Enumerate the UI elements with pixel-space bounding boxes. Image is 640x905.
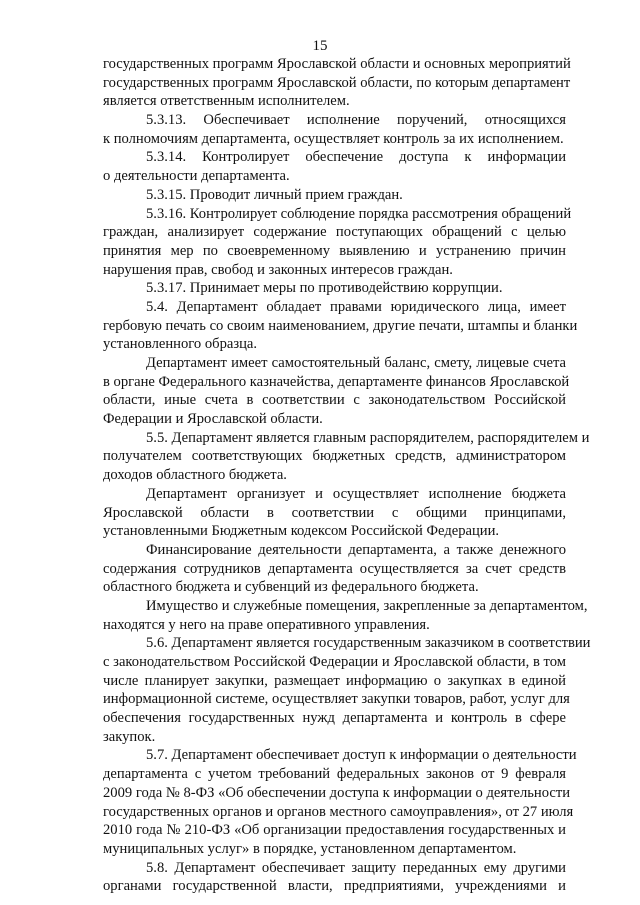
- text-line: принятия мер по своевременному выявлению и устранению причин: [103, 242, 566, 259]
- text-line: Департамент имеет самостоятельный баланс, смету, лицевые счета: [146, 355, 566, 371]
- text-line: получателем соответствующих бюджетных средств, администратором: [103, 448, 566, 465]
- text-line: закупок.: [103, 728, 156, 745]
- text-line: 5.6. Департамент является государственным заказчиком в соответствии: [146, 635, 591, 652]
- text-line: в органе Федерального казначейства, департаменте финансов Ярославской: [103, 373, 570, 390]
- text-line: департамента с учетом требований федеральных законов от 9 февраля: [103, 766, 566, 783]
- text-line: Финансирование деятельности департамента, а также денежного: [146, 541, 566, 558]
- text-line: Департамент организует и осуществляет исполнение бюджета: [146, 485, 566, 502]
- text-line: 5.7. Департамент обеспечивает доступ к информации о деятельности: [146, 747, 577, 764]
- text-line: государственных программ Ярославской области, по которым департамент: [103, 74, 571, 91]
- page-number: 15: [312, 38, 328, 54]
- text-line: 5.3.14. Контролирует обеспечение доступа к информации: [146, 149, 566, 166]
- text-line: 5.4. Департамент обладает правами юридического лица, имеет: [146, 298, 566, 315]
- text-line: 5.8. Департамент обеспечивает защиту переданных ему другими: [146, 859, 566, 876]
- text-line: 5.3.15. Проводит личный прием граждан.: [146, 186, 403, 203]
- text-line: доходов областного бюджета.: [103, 467, 287, 484]
- text-line: государственных органов и органов местного самоуправления», от 27 июля: [103, 803, 574, 820]
- text-line: государственных программ Ярославской области и основных мероприятий: [103, 56, 571, 72]
- text-line: информационной системе, осуществляет закупки товаров, работ, услуг для: [103, 691, 570, 708]
- text-line: Федерации и Ярославской области.: [103, 411, 323, 428]
- text-line: обеспечения государственных нужд департамента и контроль в сфере: [103, 710, 566, 727]
- text-line: находятся у него на праве оперативного управления.: [103, 616, 430, 633]
- text-line: с законодательством Российской Федерации и Ярославской области, в том: [103, 654, 566, 670]
- text-line: о деятельности департамента.: [103, 168, 290, 185]
- text-line: нарушения прав, свобод и законных интересов граждан.: [103, 261, 453, 278]
- text-line: 5.5. Департамент является главным распорядителем, распорядителем и: [146, 429, 590, 446]
- text-line: муниципальных услуг» в порядке, установленном департаментом.: [103, 840, 517, 857]
- text-line: содержания сотрудников департамента осуществляется за счет средств: [103, 560, 566, 577]
- text-line: к полномочиям департамента, осуществляет контроль за их исполнением.: [103, 130, 564, 147]
- text-line: областного бюджета и субвенций из федерального бюджета.: [103, 579, 479, 596]
- text-line: 2010 года № 210-ФЗ «Об организации предоставления государственных и: [103, 822, 566, 839]
- text-line: области, иные счета в соответствии с законодательством Российской: [103, 392, 566, 409]
- text-line: 5.3.13. Обеспечивает исполнение поручений, относящихся: [146, 112, 566, 129]
- text-line: является ответственным исполнителем.: [103, 93, 350, 110]
- text-line: Ярославской области в соответствии с общими принципами,: [103, 504, 566, 521]
- text-line: установленными Бюджетным кодексом Российской Федерации.: [103, 523, 500, 540]
- text-line: 5.3.16. Контролирует соблюдение порядка рассмотрения обращений: [146, 205, 572, 222]
- text-line: числе планирует закупки, размещает информацию о закупках в единой: [103, 672, 566, 689]
- text-line: органами государственной власти, предприятиями, учреждениями и: [103, 878, 566, 895]
- document-body: [103, 55, 591, 896]
- text-line: граждан, анализирует содержание поступающих обращений с целью: [103, 224, 566, 241]
- text-line: 5.3.17. Принимает меры по противодействию коррупции.: [146, 280, 503, 297]
- text-line: гербовую печать со своим наименованием, другие печати, штампы и бланки: [103, 317, 578, 334]
- text-line: установленного образца.: [103, 336, 258, 353]
- text-line: 2009 года № 8-ФЗ «Об обеспечении доступа к информации о деятельности: [103, 784, 571, 801]
- text-line: Имущество и служебные помещения, закрепленные за департаментом,: [146, 597, 588, 614]
